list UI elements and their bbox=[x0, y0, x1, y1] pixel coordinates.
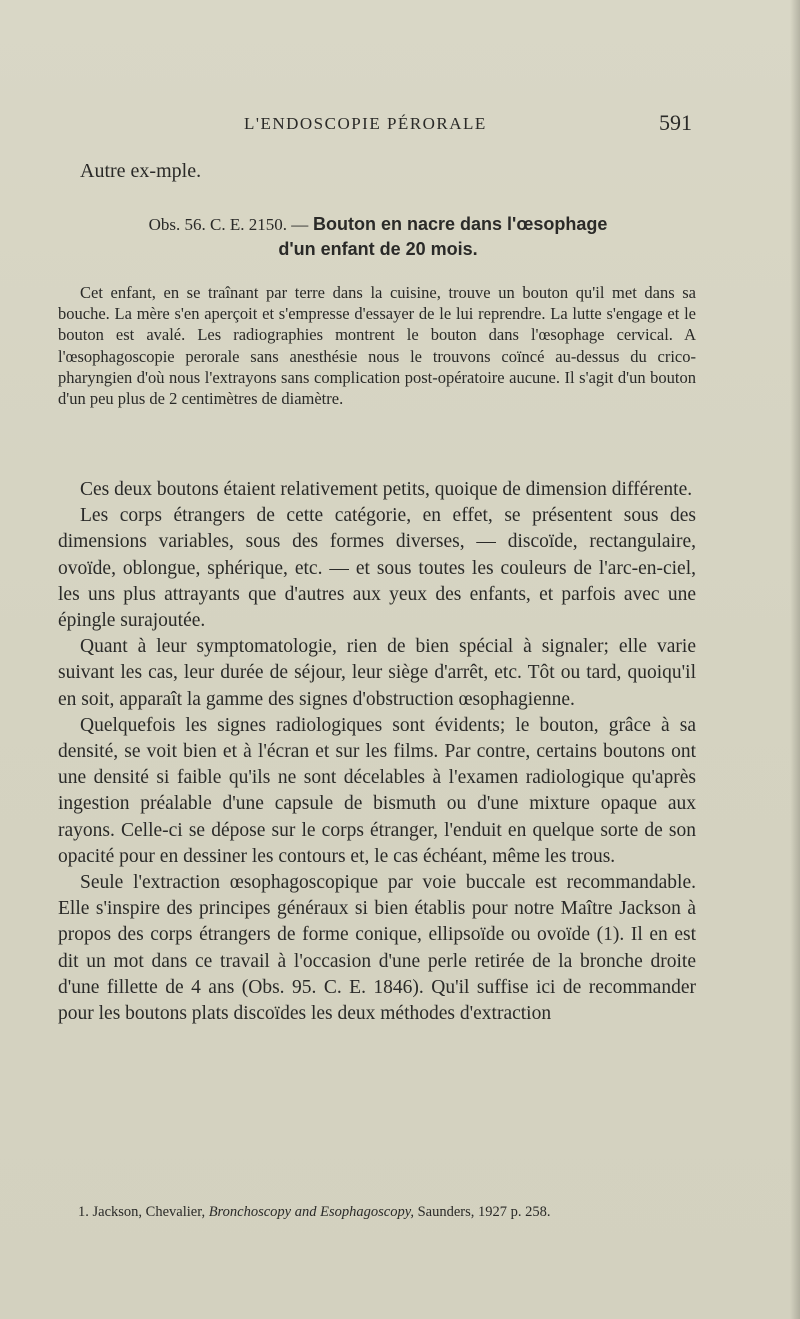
running-head bbox=[0, 110, 800, 140]
paragraph: Quant à leur symptomatologie, rien de bien spécial à signaler; elle varie suivant les cas, leur durée de séjour, leur siège d'arrêt, etc. Tôt ou tard, quoiqu'il en soit, apparaît la gamme des signes d'obstruction œsophagienne. bbox=[58, 636, 696, 710]
body-text bbox=[58, 477, 696, 1027]
observation-label: Obs. 56. C. E. 2150. — bbox=[148, 215, 309, 234]
footnote-suffix: Saunders, 1927 p. 258. bbox=[417, 1204, 551, 1220]
running-title: L'ENDOSCOPIE PÉRORALE bbox=[244, 114, 487, 133]
footnote-prefix: 1. Jackson, Chevalier, bbox=[78, 1204, 206, 1220]
paragraph: Quelquefois les signes radiologiques sont évidents; le bouton, grâce à sa densité, se voit bien et à l'écran et sur les films. Par contre, certains boutons ont une densité si faible qu'ils ne sont décelables à l'examen radiologique qu'après ingestion préalable d'une capsule de bismuth ou d'une mixture opaque aux rayons. Celle-ci se dépose sur le corps étranger, l'enduit en quelque sorte de son opacité pour en dessiner les contours et, le cas échéant, même les trous. bbox=[58, 714, 696, 867]
observation-heading bbox=[60, 212, 696, 262]
paragraph: Ces deux boutons étaient relativement petits, quoique de dimension différente. bbox=[80, 479, 693, 500]
paragraph: Seule l'extraction œsophagoscopique par voie buccale est recommandable. Elle s'inspire des principes généraux si bien établis pour notre Maître Jackson à propos des corps étrangers de forme conique, ellipsoïde ou ovoïde (1). Il en est dit un mot dans ce travail à l'occasion d'une perle retirée de la bronche droite d'une fillette de 4 ans (Obs. 95. C. E. 1846). Qu'il suffise ici de recommander pour les boutons plats discoïdes les deux méthodes d'extraction bbox=[58, 872, 696, 1025]
observation-text: Cet enfant, en se traînant par terre dans la cuisine, trouve un bouton qu'il met dans sa bouche. La mère s'en aperçoit et s'empresse d'essayer de le lui reprendre. La lutte s'engage et le bouton est avalé. Les radiographies montrent le bouton dans l'œsophage cervical. A l'œsophagoscopie perorale sans anesthésie nous le trouvons coïncé au-dessus du crico-pharyngien d'où nous l'extrayons sans complication post-opératoire aucune. Il s'agit d'un bouton d'un peu plus de 2 centimètres de diamètre. bbox=[58, 283, 696, 409]
footnote-title: Bronchoscopy and Esophagoscopy, bbox=[208, 1204, 414, 1220]
intro-line: Autre ex-mple. bbox=[80, 160, 202, 182]
page-edge-shadow bbox=[790, 0, 800, 1319]
observation-title-line1: Bouton en nacre dans l'œsophage bbox=[313, 214, 608, 234]
observation-title-line2: d'un enfant de 20 mois. bbox=[278, 239, 478, 259]
footnote bbox=[58, 1203, 696, 1222]
paragraph: Les corps étrangers de cette catégorie, en effet, se présentent sous des dimensions variables, sous des formes diverses, — discoïde, rectangulaire, ovoïde, oblongue, sphérique, etc. — et sous toutes les couleurs de l'arc-en-ciel, les uns plus attrayants que d'autres aux yeux des enfants, et parfois avec une épingle surajoutée. bbox=[58, 505, 696, 632]
page-number: 591 bbox=[659, 110, 692, 135]
